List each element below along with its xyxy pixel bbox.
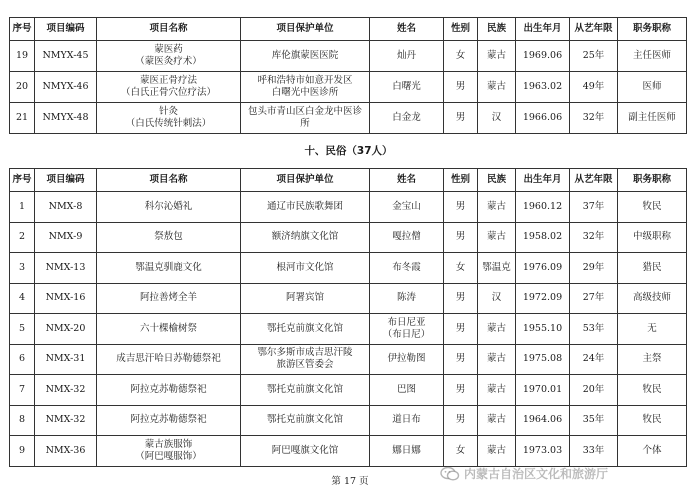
cell-project-name-line: （蒙医灸疗术） [135,56,202,67]
cell-years-practice: 29年 [570,253,618,284]
cell-job-title: 牧民 [618,405,687,436]
cell-serial-number: 2 [10,222,35,253]
cell-project-code: NMX-32 [35,405,97,436]
column-header: 职务职称 [618,169,687,192]
cell-gender: 男 [444,405,478,436]
cell-serial-number: 7 [10,375,35,406]
cell-project-code: NMX-8 [35,192,97,223]
cell-person-name [370,436,444,467]
cell-years-practice: 32年 [570,222,618,253]
cell-project-code: NMX-20 [35,314,97,345]
cell-ethnicity: 蒙古 [478,192,516,223]
cell-protection-unit-line: 旅游区管委会 [276,359,334,371]
cell-serial-number: 3 [10,253,35,284]
cell-project-name [97,344,241,375]
cell-gender: 男 [444,375,478,406]
cell-person-name-line: 灿丹 [396,50,416,61]
cell-person-name [370,72,444,103]
cell-project-name-line: （白氏正骨穴位疗法） [120,87,216,98]
cell-birth-date: 1969.06 [516,41,570,72]
cell-job-title: 主任医师 [618,41,687,72]
cell-protection-unit [241,344,370,375]
cell-person-name-line: 白金龙 [392,112,421,123]
column-header: 性别 [444,18,478,41]
cell-birth-date: 1976.09 [516,253,570,284]
cell-person-name-line: 伊拉勒图 [387,353,426,365]
cell-protection-unit [241,41,370,72]
cell-person-name [370,222,444,253]
cell-birth-date: 1973.03 [516,436,570,467]
cell-serial-number: 4 [10,283,35,314]
cell-gender: 女 [444,253,478,284]
cell-project-name [97,436,241,467]
cell-project-name [97,103,241,134]
cell-ethnicity: 蒙古 [478,72,516,103]
cell-serial-number: 21 [10,103,35,134]
cell-person-name-line: 娜日娜 [392,444,421,456]
cell-serial-number: 9 [10,436,35,467]
column-header: 性别 [444,169,478,192]
cell-project-name-line: 针灸 [158,106,178,117]
cell-protection-unit-line: 白曙光中医诊所 [271,87,339,98]
cell-person-name-line: 嘎拉僧 [392,231,421,243]
cell-project-name-line: 阿拉克苏勒德祭祀 [130,383,207,395]
cell-birth-date: 1964.06 [516,405,570,436]
cell-project-name [97,314,241,345]
cell-person-name [370,405,444,436]
cell-person-name-line: 布日尼亚 [387,316,426,328]
column-header: 序号 [10,169,35,192]
cell-job-title: 医师 [618,72,687,103]
cell-protection-unit [241,253,370,284]
column-header: 从艺年限 [570,169,618,192]
cell-protection-unit-line: 阿署宾馆 [285,292,324,304]
cell-years-practice: 49年 [570,72,618,103]
cell-birth-date: 1958.02 [516,222,570,253]
cell-protection-unit-line: 根河市文化馆 [276,261,334,273]
watermark [440,465,608,482]
cell-years-practice: 37年 [570,192,618,223]
cell-gender: 男 [444,222,478,253]
table-row [10,283,687,314]
column-header: 项目名称 [97,18,241,41]
cell-birth-date: 1960.12 [516,192,570,223]
cell-project-name [97,222,241,253]
cell-protection-unit-line: 阿巴嘎旗文化馆 [271,444,339,456]
column-header: 项目保护单位 [241,18,370,41]
table-row [10,405,687,436]
cell-job-title: 无 [618,314,687,345]
cell-gender: 男 [444,192,478,223]
cell-job-title: 猎民 [618,253,687,284]
cell-project-name [97,405,241,436]
column-header: 序号 [10,18,35,41]
column-header: 职务职称 [618,18,687,41]
cell-serial-number: 20 [10,72,35,103]
cell-person-name [370,375,444,406]
cell-years-practice: 20年 [570,375,618,406]
table-row [10,436,687,467]
cell-project-name [97,283,241,314]
cell-project-code: NMX-36 [35,436,97,467]
cell-ethnicity: 蒙古 [478,41,516,72]
cell-person-name-line: 巴图 [396,383,416,395]
cell-ethnicity: 蒙古 [478,222,516,253]
wechat-icon [440,466,460,482]
cell-birth-date: 1955.10 [516,314,570,345]
cell-person-name [370,283,444,314]
cell-project-name-line: 成吉思汗哈日苏勒德祭祀 [116,353,221,365]
cell-person-name-line: 道日布 [392,414,421,426]
cell-birth-date: 1972.09 [516,283,570,314]
cell-years-practice: 32年 [570,103,618,134]
column-header: 出生年月 [516,169,570,192]
column-header: 民族 [478,169,516,192]
cell-gender: 男 [444,314,478,345]
cell-person-name-line: 布冬霞 [392,261,421,273]
cell-project-name [97,253,241,284]
cell-job-title: 高级技师 [618,283,687,314]
column-header: 项目编码 [35,169,97,192]
table-row [10,314,687,345]
cell-project-name-line: 阿拉善烤全羊 [139,292,197,304]
cell-gender: 男 [444,72,478,103]
cell-person-name [370,344,444,375]
cell-protection-unit-line: 鄂托克前旗文化馆 [266,414,343,426]
cell-birth-date: 1966.06 [516,103,570,134]
cell-project-name [97,41,241,72]
cell-project-name [97,375,241,406]
table-row [10,253,687,284]
table-row [10,192,687,223]
cell-person-name [370,192,444,223]
cell-protection-unit [241,314,370,345]
cell-project-code: NMX-16 [35,283,97,314]
cell-serial-number: 8 [10,405,35,436]
section-heading: 十、民俗（37人） [304,145,393,157]
table-row [10,375,687,406]
table-row [10,222,687,253]
cell-ethnicity: 汉 [478,103,516,134]
cell-person-name [370,314,444,345]
column-header: 项目保护单位 [241,169,370,192]
cell-project-code: NMYX-45 [35,41,97,72]
cell-project-name [97,72,241,103]
cell-project-code: NMYX-46 [35,72,97,103]
cell-project-name-line: 鄂温克驯鹿文化 [135,261,202,273]
cell-serial-number: 6 [10,344,35,375]
cell-protection-unit [241,103,370,134]
cell-project-code: NMYX-48 [35,103,97,134]
cell-gender: 女 [444,436,478,467]
cell-project-name-line: 阿拉克苏勒德祭祀 [130,414,207,426]
heritage-table-medicine [9,17,687,134]
cell-protection-unit [241,283,370,314]
cell-years-practice: 35年 [570,405,618,436]
cell-protection-unit-line: 通辽市民族歌舞团 [266,200,343,212]
table-header-row [10,169,687,192]
cell-job-title: 主祭 [618,344,687,375]
cell-ethnicity: 蒙古 [478,436,516,467]
cell-project-name-line: （阿巴嘎服饰） [135,450,202,462]
cell-serial-number: 1 [10,192,35,223]
table-row [10,41,687,72]
cell-person-name-line: 陈涛 [396,292,416,304]
cell-protection-unit-line: 包头市青山区白金龙中医诊 [247,106,362,117]
watermark-text: 内蒙古自治区文化和旅游厅 [464,467,609,481]
column-header: 姓名 [370,169,444,192]
cell-job-title: 牧民 [618,375,687,406]
cell-gender: 男 [444,103,478,134]
cell-protection-unit-line: 呼和浩特市如意开发区 [257,75,353,86]
cell-ethnicity: 蒙古 [478,344,516,375]
cell-protection-unit-line: 所 [300,118,310,129]
cell-ethnicity: 汉 [478,283,516,314]
cell-years-practice: 25年 [570,41,618,72]
cell-gender: 男 [444,344,478,375]
column-header: 出生年月 [516,18,570,41]
table-row [10,103,687,134]
cell-birth-date: 1963.02 [516,72,570,103]
cell-person-name [370,41,444,72]
cell-birth-date: 1970.01 [516,375,570,406]
cell-project-code: NMX-13 [35,253,97,284]
cell-job-title: 牧民 [618,192,687,223]
cell-years-practice: 53年 [570,314,618,345]
cell-project-name-line: 六十棵榆树祭 [139,322,197,334]
cell-ethnicity: 蒙古 [478,314,516,345]
cell-project-code: NMX-31 [35,344,97,375]
cell-ethnicity: 蒙古 [478,375,516,406]
cell-person-name [370,103,444,134]
cell-person-name-line: 白曙光 [392,81,421,92]
column-header: 从艺年限 [570,18,618,41]
table-row [10,72,687,103]
cell-project-name-line: 蒙医正骨疗法 [139,75,197,86]
cell-serial-number: 19 [10,41,35,72]
cell-protection-unit-line: 鄂尔多斯市成吉思汗陵 [257,347,353,359]
cell-serial-number: 5 [10,314,35,345]
cell-project-name-line: 科尔沁婚礼 [144,200,193,212]
cell-project-name-line: 祭敖包 [154,231,183,243]
cell-project-name-line: （白氏传统针刺法） [125,118,212,129]
cell-person-name [370,253,444,284]
cell-protection-unit [241,192,370,223]
cell-job-title: 个体 [618,436,687,467]
table-row [10,344,687,375]
cell-job-title: 副主任医师 [618,103,687,134]
table-header-row [10,18,687,41]
cell-years-practice: 27年 [570,283,618,314]
cell-protection-unit-line: 库伦旗蒙医医院 [271,50,339,61]
cell-project-name-line: 蒙医药 [154,44,183,55]
cell-protection-unit [241,72,370,103]
cell-protection-unit-line: 额济纳旗文化馆 [271,231,339,243]
cell-protection-unit [241,222,370,253]
cell-project-name [97,192,241,223]
column-header: 姓名 [370,18,444,41]
cell-gender: 男 [444,283,478,314]
cell-protection-unit [241,436,370,467]
cell-ethnicity: 蒙古 [478,405,516,436]
cell-protection-unit-line: 鄂托克前旗文化馆 [266,322,343,334]
cell-years-practice: 33年 [570,436,618,467]
cell-protection-unit [241,405,370,436]
cell-birth-date: 1975.08 [516,344,570,375]
cell-project-name-line: 蒙古族服饰 [144,438,193,450]
heritage-table-folk-customs [9,168,687,467]
page-number: 第 17 页 [331,476,369,487]
cell-job-title: 中级职称 [618,222,687,253]
cell-project-code: NMX-32 [35,375,97,406]
cell-project-code: NMX-9 [35,222,97,253]
cell-person-name-line: （布日尼） [382,328,431,340]
column-header: 民族 [478,18,516,41]
cell-person-name-line: 金宝山 [392,200,421,212]
column-header: 项目编码 [35,18,97,41]
cell-years-practice: 24年 [570,344,618,375]
cell-ethnicity: 鄂温克 [478,253,516,284]
column-header: 项目名称 [97,169,241,192]
cell-protection-unit-line: 鄂托克前旗文化馆 [266,383,343,395]
cell-protection-unit [241,375,370,406]
cell-gender: 女 [444,41,478,72]
